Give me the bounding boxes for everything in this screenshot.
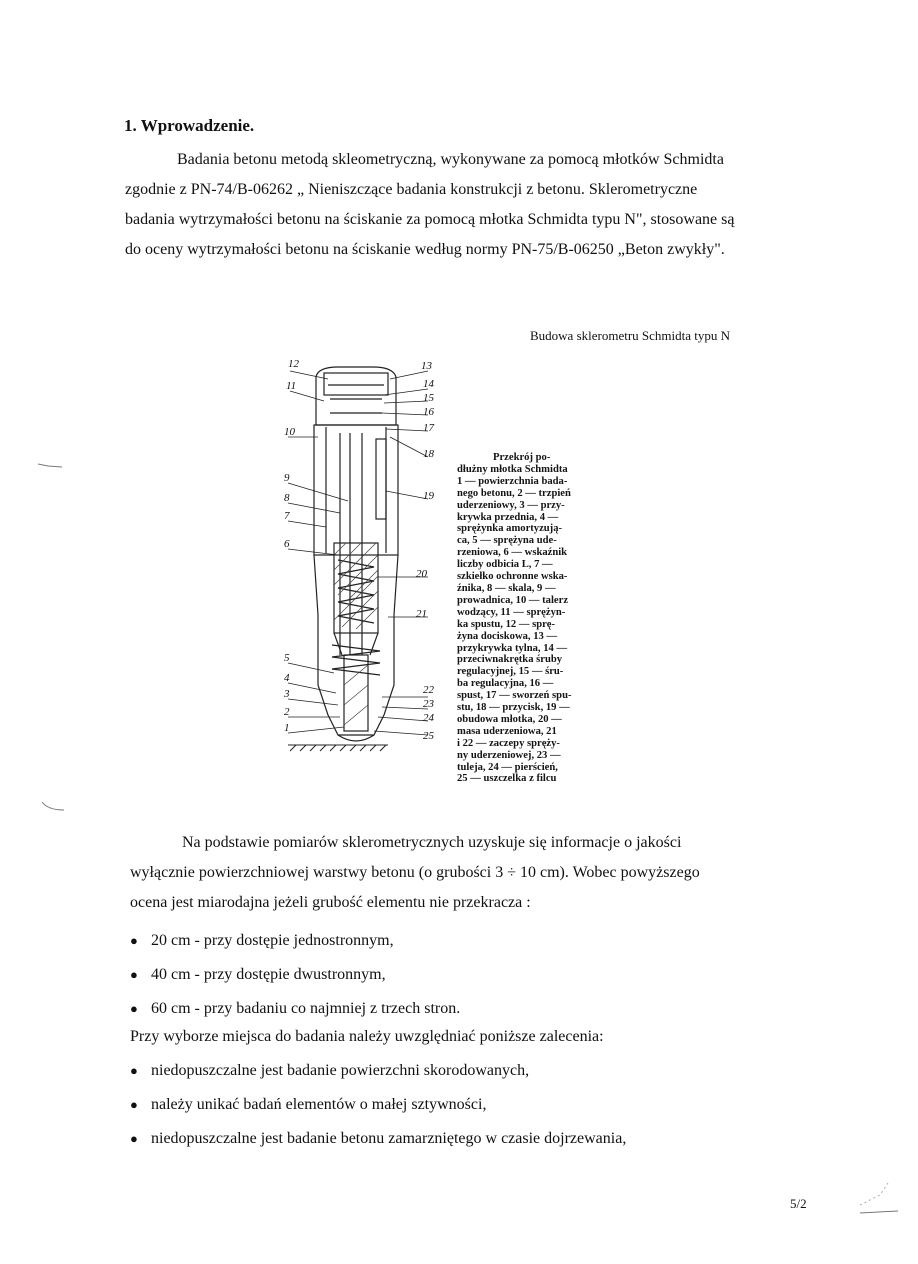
figure-label: 1 (284, 722, 290, 734)
legend-line: krywka przednia, 4 — (457, 511, 559, 523)
list-item-text: 60 cm - przy badaniu co najmniej z trzech stron. (151, 1000, 461, 1017)
bullet-dot-icon: ● (130, 1063, 138, 1078)
legend-line: sprężynka amortyzują- (457, 523, 563, 535)
list-item (130, 1124, 626, 1158)
legend-line: tuleja, 24 — pierścień, (457, 761, 558, 773)
intro-line: do oceny wytrzymałości betonu na ściskanie według normy PN-75/B-06250 „Beton zwykły". (125, 241, 725, 258)
legend-line: wodzący, 11 — sprężyn- (457, 606, 566, 618)
legend-line: szkiełko ochronne wska- (457, 571, 568, 583)
scan-mark-decoration (36, 460, 66, 470)
intro-line: Badania betonu metodą skleometryczną, wykonywane za pomocą młotków Schmidta (177, 151, 724, 168)
recommendations-list (130, 1056, 626, 1158)
legend-line: i 22 — zaczepy spręży- (457, 737, 560, 749)
measurement-line: Na podstawie pomiarów sklerometrycznych uzyskuje się informacje o jakości (182, 834, 682, 851)
figure-label: 15 (423, 392, 434, 404)
figure-label: 22 (423, 684, 434, 696)
figure-label: 16 (423, 406, 434, 418)
figure-label: 20 (416, 568, 427, 580)
legend-line: przeciwnakrętka śruby (457, 654, 563, 666)
figure-label: 24 (423, 712, 434, 724)
intro-line: badania wytrzymałości betonu na ściskanie za pomocą młotka Schmidta typu N", stosowane są (125, 211, 735, 228)
legend-line-text: Przekrój po- (493, 452, 551, 463)
figure-label: 9 (284, 472, 290, 484)
figure-label: 2 (284, 706, 290, 718)
legend-line: 1 — powierzchnia bada- (457, 475, 568, 487)
legend-line: rzeniowa, 6 — wskaźnik (457, 547, 568, 559)
bullet-dot-icon: ● (130, 933, 138, 948)
figure-label: 8 (284, 492, 290, 504)
intro-line: zgodnie z PN-74/B-06262 „ Nieniszczące badania konstrukcji z betonu. Sklerometryczne (125, 181, 698, 198)
legend-line (457, 452, 619, 464)
legend-line: żyna dociskowa, 13 — (457, 630, 558, 642)
section-heading: 1. Wprowadzenie. (124, 116, 255, 135)
figure-label: 3 (284, 688, 290, 700)
figure-label: 7 (284, 510, 290, 522)
figure-label: 13 (421, 360, 432, 372)
legend-line: przykrywka tylna, 14 — (457, 642, 568, 654)
list-item-text: 40 cm - przy dostępie dwustronnym, (151, 966, 386, 983)
measurement-line: ocena jest miarodajna jeżeli grubość elementu nie przekracza : (130, 894, 531, 911)
legend-line: ba regulacyjna, 16 — (457, 678, 554, 690)
legend-line: spust, 17 — sworzeń spu- (457, 690, 572, 702)
page-number: 5/2 (790, 1196, 807, 1211)
list-item-text: 20 cm - przy dostępie jednostronnym, (151, 932, 394, 949)
legend-line: 25 — uszczelka z filcu (457, 773, 557, 785)
measurement-line: wyłącznie powierzchniowej warstwy betonu (o grubości 3 ÷ 10 cm). Wobec powyższego (130, 864, 700, 881)
legend-line: ka spustu, 12 — sprę- (457, 618, 556, 630)
legend-line: obudowa młotka, 20 — (457, 713, 562, 725)
list-item (130, 960, 460, 994)
bullet-dot-icon: ● (130, 1131, 138, 1146)
thickness-list (130, 926, 460, 1028)
figure-label: 6 (284, 538, 290, 550)
legend-line: ny uderzeniowej, 23 — (457, 749, 561, 761)
scan-mark-decoration (840, 1175, 900, 1215)
list-item (130, 994, 460, 1028)
legend-line: liczby odbicia L, 7 — (457, 559, 553, 571)
legend-line: ca, 5 — sprężyna ude- (457, 535, 557, 547)
legend-line: nego betonu, 2 — trzpień (457, 487, 571, 499)
figure-label: 21 (416, 608, 427, 620)
measurement-paragraph (130, 828, 810, 918)
legend-line: prowadnica, 10 — talerz (457, 594, 569, 606)
legend-line: stu, 18 — przycisk, 19 — (457, 702, 570, 714)
figure-label: 10 (284, 426, 295, 438)
list-item-text: niedopuszczalne jest badanie betonu zamarzniętego w czasie dojrzewania, (151, 1130, 627, 1147)
figure-label: 4 (284, 672, 290, 684)
figure-label: 25 (423, 730, 434, 742)
figure-legend (457, 452, 619, 785)
figure-title: Budowa sklerometru Schmidta typu N (530, 328, 731, 343)
bullet-dot-icon: ● (130, 967, 138, 982)
list-item-text: należy unikać badań elementów o małej sztywności, (151, 1096, 487, 1113)
legend-line: regulacyjnej, 15 — śru- (457, 666, 564, 678)
figure-label: 23 (423, 698, 434, 710)
figure-label: 11 (286, 380, 297, 392)
legend-line: dłużny młotka Schmidta (457, 463, 568, 475)
bullet-dot-icon: ● (130, 1001, 138, 1016)
recommendations-intro: Przy wyborze miejsca do badania należy uwzględniać poniższe zalecenia: (130, 1028, 604, 1045)
legend-line: źnika, 8 — skala, 9 — (457, 582, 556, 594)
legend-line: masa uderzeniowa, 21 (457, 725, 557, 737)
figure-label: 19 (423, 490, 434, 502)
figure-label: 14 (423, 378, 434, 390)
bullet-dot-icon: ● (130, 1097, 138, 1112)
figure-label: 18 (423, 448, 434, 460)
list-item (130, 1090, 626, 1124)
figure-label: 12 (288, 358, 299, 370)
figure-label: 17 (423, 422, 434, 434)
schmidt-hammer-drawing (278, 355, 448, 755)
legend-line: uderzeniowy, 3 — przy- (457, 499, 565, 511)
list-item (130, 1056, 626, 1090)
figure-label: 5 (284, 652, 290, 664)
intro-paragraph (125, 145, 808, 265)
scan-mark-decoration (40, 800, 70, 814)
list-item-text: niedopuszczalne jest badanie powierzchni skorodowanych, (151, 1062, 530, 1079)
list-item (130, 926, 460, 960)
